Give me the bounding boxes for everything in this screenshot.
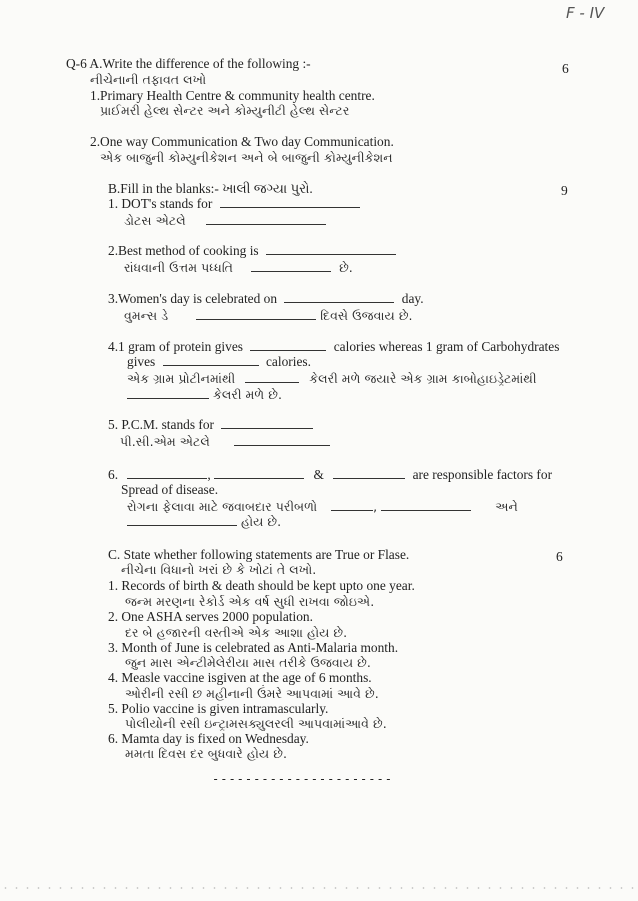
b-q4-gu-line-2 bbox=[127, 387, 282, 403]
scan-noise bbox=[0, 884, 638, 892]
blank-line bbox=[333, 468, 405, 479]
end-separator: ---------------------- bbox=[212, 772, 393, 786]
c-item-4-gu: ઓરીની રસી છ મહીનાની ઉંમરે આપવામાં આવે છે. bbox=[125, 686, 379, 701]
b-q6-text-c: Spread of disease. bbox=[121, 482, 219, 497]
b-q3-en bbox=[108, 291, 424, 307]
b-q1-text: 1. DOT's stands for bbox=[108, 196, 213, 211]
b-q4-text-d: calories. bbox=[265, 354, 311, 369]
c-item-1-en: 1. Records of birth & death should be kept upto one year. bbox=[108, 578, 415, 593]
q6-item-2-gu: એક બાજુની કોમ્યુનીકેશન અને બે બાજુની કોમ્યુનીકેશન bbox=[100, 150, 393, 165]
blank-line bbox=[127, 388, 209, 399]
b-q4-gu-a: એક ગ્રામ પ્રોટીનમાંથી bbox=[127, 371, 236, 386]
b-q4-gu-b: કેલરી મળે જયારે એક ગ્રામ કાબોહાઇડ્રેટમાંથી bbox=[309, 371, 537, 386]
b-q5-gu-text: પી.સી.એમ એટલે bbox=[120, 434, 210, 449]
blank-line bbox=[331, 500, 373, 511]
b-q5-en bbox=[108, 417, 313, 433]
b-q1-gu bbox=[124, 213, 326, 229]
b-q3-gu-text: વુમન્સ ડે bbox=[124, 308, 169, 323]
c-item-2-en: 2. One ASHA serves 2000 population. bbox=[108, 609, 313, 624]
c-item-3-en: 3. Month of June is celebrated as Anti-Malaria month. bbox=[108, 640, 399, 655]
b-q5-gu bbox=[120, 434, 330, 450]
c-item-5-gu: પોલીયોની રસી ઇન્ટ્રામસક્યુલરલી આપવામાંઆવે છે. bbox=[125, 716, 387, 731]
blank-line bbox=[234, 435, 330, 446]
b-q4-gu-line-1 bbox=[127, 371, 537, 387]
b-q4-text-a: 4.1 gram of protein gives bbox=[108, 339, 243, 354]
b-q4-line-2 bbox=[127, 354, 311, 370]
b-q5-text: 5. P.C.M. stands for bbox=[108, 417, 215, 432]
b-q6-gu-a: રોગના ફેલાવા માટે જવાબદાર પરીબળો bbox=[127, 499, 318, 514]
b-q4-line-1 bbox=[108, 339, 559, 355]
c-item-3-gu: જુન માસ એન્ટીમેલેરીયા માસ તરીકે ઉજવાય છે. bbox=[125, 655, 371, 670]
b-q4-text-c: gives bbox=[127, 354, 156, 369]
blank-line bbox=[220, 197, 360, 208]
q6-item-1-gu: પ્રાઈમરી હેલ્થ સેન્ટર અને કોમ્યુનીટી હેલ્થ સેન્ટર bbox=[100, 103, 350, 118]
blank-line bbox=[284, 292, 394, 303]
b-q3-end: day. bbox=[401, 291, 424, 306]
c-item-6-gu: મમતા દિવસ દર બુધવારે હોય છે. bbox=[125, 746, 287, 761]
b-title: B.Fill in the blanks:- ખાલી જગ્યા પુરો. bbox=[108, 181, 313, 196]
blank-line bbox=[266, 244, 396, 255]
c-instruction-gu: નીચેના વિધાનો ખરાં છે કે ખોટાં તે લખો. bbox=[121, 562, 317, 577]
b-q6-num: 6. bbox=[108, 467, 119, 482]
c-marks: 6 bbox=[556, 549, 563, 564]
page-mark: F - IV bbox=[566, 4, 605, 22]
b-marks: 9 bbox=[561, 183, 568, 198]
q6-marks: 6 bbox=[562, 61, 569, 76]
b-q1-en bbox=[108, 196, 360, 212]
blank-line bbox=[206, 214, 326, 225]
b-q3-gu bbox=[124, 308, 413, 324]
b-q6-gu-and: અને bbox=[495, 499, 518, 514]
b-q6-gu-line-2 bbox=[127, 514, 281, 530]
b-q6-amp: & bbox=[313, 467, 324, 482]
b-q6-line-1: 6. , & are responsible factors for bbox=[108, 467, 553, 482]
c-item-2-gu: દર બે હજારની વસ્તીએ એક આશા હોય છે. bbox=[125, 625, 348, 640]
q6-item-1-en: 1.Primary Health Centre & community health centre. bbox=[90, 88, 375, 103]
b-q2-gu-end: છે. bbox=[339, 260, 353, 275]
b-q4-gu-c: કેલરી મળે છે. bbox=[213, 387, 282, 402]
c-item-5-en: 5. Polio vaccine is given intramascularly. bbox=[108, 701, 329, 716]
b-q2-gu-text: રાંધવાની ઉત્તમ પધ્ધતિ bbox=[124, 260, 234, 275]
b-q2-text: 2.Best method of cooking is bbox=[108, 243, 259, 258]
c-item-6-en: 6. Mamta day is fixed on Wednesday. bbox=[108, 731, 309, 746]
blank-line bbox=[221, 418, 313, 429]
b-q2-gu bbox=[124, 260, 353, 276]
b-q6-gu-line-1: રોગના ફેલાવા માટે જવાબદાર પરીબળો , અને bbox=[127, 499, 518, 514]
b-q6-text-b: are responsible factors for bbox=[412, 467, 553, 482]
q6-item-2-en: 2.One way Communication & Two day Communication. bbox=[90, 134, 394, 149]
q6-title: Q-6 A.Write the difference of the following :- bbox=[66, 56, 311, 71]
blank-line bbox=[245, 372, 299, 383]
c-item-1-gu: જન્મ મરણના રેકોર્ડ એક વર્ષ સુધી રાખવા જોઇએ. bbox=[125, 594, 375, 609]
blank-line bbox=[381, 500, 471, 511]
b-q3-gu-end: દિવસે ઉજવાય છે. bbox=[320, 308, 413, 323]
b-q6-gu-c: હોય છે. bbox=[241, 514, 282, 529]
blank-line bbox=[214, 468, 304, 479]
blank-line bbox=[196, 309, 316, 320]
b-q3-text: 3.Women's day is celebrated on bbox=[108, 291, 278, 306]
b-q2-en bbox=[108, 243, 396, 259]
c-title: C. State whether following statements are True or Flase. bbox=[108, 547, 410, 562]
blank-line bbox=[251, 261, 331, 272]
blank-line bbox=[250, 340, 326, 351]
blank-line bbox=[127, 515, 237, 526]
q6-instruction-gu: નીચેનાની તફાવત લખો bbox=[90, 72, 207, 87]
blank-line bbox=[127, 468, 207, 479]
b-q1-gu-text: ડોટસ એટલે bbox=[124, 213, 186, 228]
b-q4-text-b: calories whereas 1 gram of Carbohydrates bbox=[333, 339, 560, 354]
c-item-4-en: 4. Measle vaccine isgiven at the age of 6 months. bbox=[108, 670, 372, 685]
blank-line bbox=[163, 355, 259, 366]
